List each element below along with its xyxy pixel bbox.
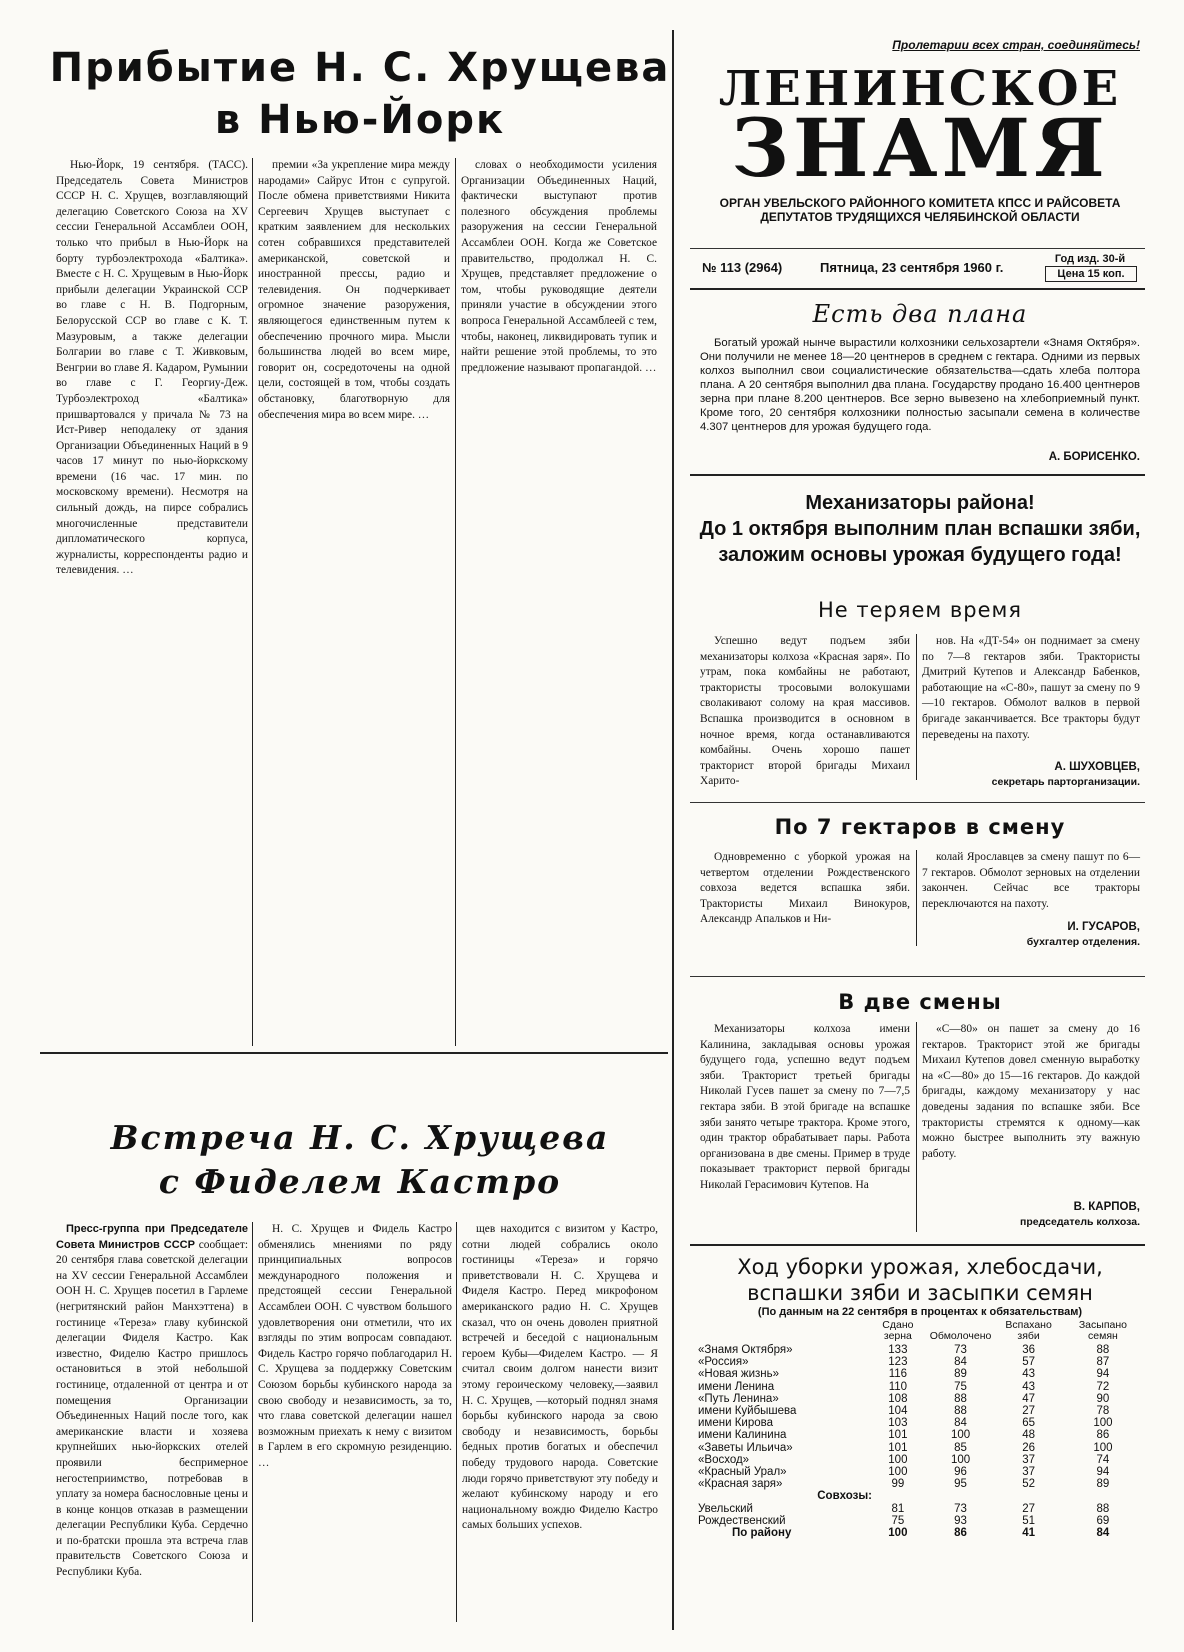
time-col-1-text: Успешно ведут подъем зяби механизаторы колхоза «Красная заря». По утрам, пока комбайны не работают, трактористы тросовыми волокушами сволакивают солому на края массивов. Вспашка производится в основном в ночное время, когда останавливаются комбайны. Очень хорошо пашет тракторист второй бригады Михаил Харито- (700, 635, 910, 788)
arrival-col-1 (56, 158, 248, 1044)
issue-date: Пятница, 23 сентября 1960 г. (820, 260, 1004, 275)
hectares-col-1-text: Одновременно с уборкой урожая на четвертом отделении Рождественского совхоза ведется вспашка зяби. Трактористы Михаил Винокуров, Александр Апальков и Ни- (700, 851, 910, 926)
castro-col-2-text: Н. С. Хрущев и Фидель Кастро обменялись мнениями по ряду принципиальных вопросов международного положения и предстоящей сессии Генеральной Ассамблеи ООН. С чувством большого удовлетворения они отметили, что их взгляды по этим вопросам совпадают. Фидель Кастро горячо поблагодарил Н. С. Хрущева за поддержку Советским Союзом борьбы кубинского народа за свою свободу и независимость, за то, что глава советской делегации нашел возможным приехать к нему с визитом в Гарлем в его скромную резиденцию. … (258, 1223, 452, 1469)
table-row (696, 1368, 1142, 1380)
masthead-title-line-2: ЗНАМЯ (731, 101, 1109, 195)
percent-cell: 78 (1096, 1405, 1110, 1418)
percent-cell: 101 (888, 1441, 908, 1454)
time-signature-role: секретарь парторганизации. (991, 776, 1140, 788)
percent-cell: 89 (1096, 1478, 1110, 1491)
issue-year: Год изд. 30-й (1054, 253, 1126, 265)
shift-signature (900, 1200, 1140, 1230)
percent-cell: 84 (1096, 1527, 1110, 1540)
percent-cell: 48 (1022, 1429, 1035, 1442)
appeal-banner (690, 490, 1150, 568)
percent-cell: 86 (1096, 1429, 1110, 1442)
sovkhozy-label-row (696, 1490, 1142, 1502)
harvest-title: Ход уборки урожая, хлебосдачи, вспашки зяби и засыпки семян (737, 1255, 1103, 1305)
percent-cell: 93 (954, 1514, 967, 1527)
masthead-title-line-1: ЛЕНИНСКОЕ (718, 61, 1122, 117)
castro-col-3-text: щев находится с визитом у Кастро, сотни людей собрались около гостиницы «Тереза» и горячо приветствовали Н. С. Хрущева и Фиделя Кастро. Перед микрофоном американского радио Н. С. Хрущев сказал, что он очень доволен приятной встречей и беседой с национальным героем Кубы—Фиделем Кастро. — Я считал своим долгом нанести визит этому героическому человеку,—заявил Н. С. Хрущев, —который поднял знамя борьбы кубинского народа за свою свободу и независимость, борьбы бедных против богатых и обеспечил победу трудового народа. Советские люди горячо приветствуют эту победу и желают кубинскому народу и его национальному вождю Фиделю Кастро самых больших успехов. (462, 1223, 658, 1532)
table-row (696, 1478, 1142, 1490)
percent-cell: 108 (888, 1392, 908, 1405)
percent-cell: 88 (954, 1392, 967, 1405)
percent-cell: 81 (891, 1502, 905, 1515)
shift-col-2-text: «С—80» он пашет за смену до 16 гектаров. Тракторист этой же бригады Михаил Кутепов довел сменную выработку на «С—80» до 15—16 гектаров. До каждой бригады, каждому механизатору у нас доведены задания по вспашке зяби. Все трактористы стремятся к одному—как можно быстрее выполнить эту важную работу. (922, 1023, 1140, 1160)
percent-cell: 43 (1022, 1368, 1035, 1381)
percent-cell: 100 (888, 1527, 908, 1540)
percent-cell: 133 (888, 1344, 908, 1356)
column-rule (456, 1222, 457, 1622)
table-row (696, 1356, 1142, 1368)
appeal-line-1: Механизаторы района! (805, 492, 1035, 514)
percent-cell: 52 (1022, 1478, 1035, 1491)
farm-name: «Путь Ленина» (698, 1392, 779, 1405)
column-rule (252, 158, 253, 1046)
percent-cell: 75 (954, 1380, 967, 1393)
plans-title: Есть два плана (812, 300, 1028, 328)
table-row (696, 1454, 1142, 1466)
farm-name: «Знамя Октября» (698, 1344, 793, 1356)
column-rule (916, 634, 917, 780)
table-row (696, 1417, 1142, 1429)
section-rule (690, 1244, 1145, 1246)
hectares-col-1 (700, 850, 910, 950)
farm-name: имени Куйбышева (698, 1405, 797, 1418)
percent-cell: 37 (1022, 1466, 1035, 1479)
arrival-col-2 (258, 158, 450, 1044)
percent-cell: 100 (1093, 1441, 1113, 1454)
percent-cell: 57 (1022, 1356, 1035, 1369)
harvest-header: Вспахано зяби (1005, 1319, 1052, 1342)
farm-name: «Новая жизнь» (698, 1368, 780, 1381)
plans-text-body: Богатый урожай нынче вырастили колхозники сельхозартели «Знамя Октября». Они получили не менее 18—20 центнеров в среднем с гектара. Одними из первых колхоз выполнил свои социалистические обязательства—сдать хлеба полтора плана. А 20 сентября выполнил два плана. Государству продано 16.400 центнеров зерна при плане 8.200 центнеров. Все зерно вывезено на хлебоприемный пункт. Кроме того, 20 сентября колхозники полностью засыпали семена в количестве 4.307 центнеров для урожая будущего года. (700, 337, 1140, 433)
hectares-col-2-text: колай Ярославцев за смену пашут по 6—7 гектаров. Обмолот зерновых на отделении закончен. Сейчас все тракторы переключаются на пахоту. (922, 851, 1140, 910)
castro-title-line-1: Встреча Н. С. Хрущева (110, 1118, 610, 1157)
percent-cell: 87 (1096, 1356, 1110, 1369)
arrival-col-3-text: словах о необходимости усиления Организации Объединенных Наций, фактически выступают против полезного обсуждения проблемы разоружения на сессии Генеральной Ассамблеи ООН. Когда же Советское правительство, продолжал Н. С. Хрущев, представляет предложение о том, чтобы руководящие деятели приняли участие в обсуждении этого вопроса Генеральной Ассамблеей с тем, чтобы, наконец, ликвидировать тупик и найти решение этой проблемы, то это предложение называют пропагандой. … (461, 159, 657, 374)
percent-cell: 37 (1022, 1453, 1035, 1466)
percent-cell: 104 (888, 1405, 908, 1418)
percent-cell: 27 (1022, 1405, 1035, 1418)
farm-name: имени Ленина (698, 1380, 775, 1393)
harvest-body (696, 1344, 1142, 1539)
farm-name: Рождественский (698, 1514, 786, 1527)
percent-cell: 116 (888, 1368, 908, 1381)
castro-title-line-2: с Фиделем Кастро (158, 1162, 562, 1201)
hectares-signature-name: И. ГУСАРОВ, (1067, 921, 1140, 933)
column-rule (455, 158, 456, 1046)
harvest-total-row (696, 1527, 1142, 1539)
harvest-subtitle: (По данным на 22 сентября в процентах к обязательствам) (757, 1306, 1083, 1318)
percent-cell: 36 (1022, 1344, 1035, 1356)
shift-col-1 (700, 1022, 910, 1232)
percent-cell: 99 (891, 1478, 905, 1491)
shift-signature-name: В. КАРПОВ, (1073, 1201, 1140, 1213)
table-row (696, 1429, 1142, 1441)
percent-cell: 94 (1096, 1368, 1110, 1381)
farm-name: «Красная заря» (698, 1478, 783, 1491)
arrival-col-1-text: Нью-Йорк, 19 сентября. (ТАСС). Председатель Совета Министров СССР Н. С. Хрущев, возглавляющий делегацию Советского Союза на XV сессии Генеральной Ассамблеи ООН, только что прибыл в Нью-Йорк на борту турбоэлектрохода «Балтика». Вместе с Н. С. Хрущевым в Нью-Йорк прибыли делегации Украинской ССР во главе с Н. В. Подгорным, Белорусской ССР во главе с К. Т. Мазуровым, а также делегации Болгарии во главе с Т. Живковым, Венгрии во главе Я. Кадаром, Румынии во главе с Г. Георгиу-Деж. Турбоэлектроход «Балтика» пришвартовался у причала № 73 на Ист-Ривер неподалеку от здания Организации Объединенных Наций в 9 часов 17 минут по нью-йоркскому времени (16 час. 17 мин. по московскому времени). Несмотря на сильный дождь, на пирсе собрались многочисленные представители дипломатического корпуса, журналисты, корреспонденты радио и телевидения. … (56, 159, 248, 577)
time-col-2-text: нов. На «ДТ-54» он поднимает за смену по 7—8 гектаров зяби. Трактористы Дмитрий Кутепов и Александр Бабенков, работающие на «С-80», пашут за смену по 9—10 гектаров. Обмолот валков в первой бригаде заканчивается. Все тракторы будут переведены на пахоту. (922, 635, 1140, 741)
issue-number: № 113 (2964) (702, 260, 783, 275)
time-col-2 (922, 634, 1140, 752)
percent-cell: 84 (954, 1417, 967, 1430)
percent-cell: 88 (954, 1405, 967, 1418)
percent-cell: 72 (1096, 1380, 1110, 1393)
plans-signature: А. БОРИСЕНКО. (1048, 451, 1140, 463)
harvest-header-blank (696, 1320, 868, 1344)
castro-col-2 (258, 1222, 452, 1622)
time-title: Не теряем время (817, 598, 1023, 622)
percent-cell: 47 (1022, 1392, 1035, 1405)
masthead-slogan: Пролетарии всех стран, соединяйтесь! (892, 38, 1140, 52)
shift-col-1-text: Механизаторы колхоза имени Калинина, закладывая основы урожая будущего года, успешно ведут подъем зяби. Тракторист третьей бригады Николай Гусев пашет за смену по 7—7,5 гектара зяби. В этой бригаде на вспашке зяби занято четыре трактора. Кроме этого, один трактор обрабатывает пары. Работа организована в две смены. Пример в труде показывает тракторист первой бригады Николай Герасимович Кутепов. На (700, 1023, 910, 1191)
harvest-table (696, 1320, 1142, 1539)
farm-name: «Заветы Ильича» (698, 1441, 793, 1454)
farm-name: «Восход» (698, 1453, 750, 1466)
percent-cell: 100 (888, 1453, 908, 1466)
farm-name: По району (732, 1527, 792, 1540)
shift-signature-role: председатель колхоза. (1020, 1216, 1140, 1228)
time-signature-name: А. ШУХОВЦЕВ, (1054, 761, 1140, 773)
percent-cell: 100 (950, 1453, 971, 1466)
masthead-organ: ОРГАН УВЕЛЬСКОГО РАЙОННОГО КОМИТЕТА КПСС И РАЙСОВЕТА ДЕПУТАТОВ ТРУДЯЩИХСЯ ЧЕЛЯБИНСКОЙ ОБЛАСТИ (719, 196, 1121, 224)
shift-col-2 (922, 1022, 1140, 1200)
hectares-title: По 7 гектаров в смену (774, 815, 1066, 839)
percent-cell: 100 (950, 1429, 971, 1442)
table-row (696, 1515, 1142, 1527)
percent-cell: 26 (1022, 1441, 1035, 1454)
percent-cell: 73 (954, 1502, 967, 1515)
section-rule (690, 802, 1145, 803)
hectares-signature-role: бухгалтер отделения. (1026, 936, 1140, 948)
hectares-col-2 (922, 850, 1140, 914)
time-signature (900, 760, 1140, 790)
table-row (696, 1405, 1142, 1417)
harvest-header: Обмолочено (929, 1330, 992, 1342)
section-rule (690, 474, 1145, 476)
farm-name: имени Кирова (698, 1417, 773, 1430)
harvest-header-row (696, 1320, 1142, 1344)
percent-cell: 65 (1022, 1417, 1035, 1430)
percent-cell: 73 (954, 1344, 967, 1356)
percent-cell: 123 (888, 1356, 908, 1369)
table-row (696, 1466, 1142, 1478)
percent-cell: 90 (1096, 1392, 1110, 1405)
issue-rule-top (690, 248, 1145, 249)
table-row (696, 1344, 1142, 1356)
percent-cell: 85 (954, 1441, 967, 1454)
percent-cell: 84 (954, 1356, 967, 1369)
castro-col-3 (462, 1222, 658, 1622)
castro-col-1-text: сообщает: 20 сентября глава советской делегации на XV сессии Генеральной Ассамблеи ООН Н. С. Хрущев посетил в Гарлеме (негритянский район Манхэттена) в гостинице «Тереза» главу кубинской делегации Фиделя Кастро. Как известно, Фиделю Кастро пришлось остановиться в этой небольшой гостинице, отдаленной от центра и от помещения Организации Объединенных Наций после того, как американские власти и хозяева крупнейших нью-йоркских отелей проявили беспримерное негостеприимство, потребовав в уплату за номера баснословные цены и в конце концов отказав в размещении делегации Республики Куба. Сердечно и по-братски прошла эта встреча глав правительств Советского Союза и Республики Куба. (56, 1238, 248, 1579)
sovkhozy-label: Совхозы: (817, 1490, 872, 1503)
castro-title (40, 1116, 680, 1204)
issue-rule-bottom (690, 288, 1145, 290)
hectares-signature (900, 920, 1140, 950)
main-headline: Прибытие Н. С. Хрущева в Нью-Йорк (49, 45, 671, 143)
arrival-col-2-text: премии «За укрепление мира между народами» Сайрус Итон с супругой. После обмена приветствиями Никита Сергеевич Хрущев выступает с кратким заявлением для нескольких сотен собравшихся представителей американской, советской и иностранной прессы, радио и телевидения. Он подчеркивает огромное значение разоружения, являющегося единственным путем к обеспечению прочного мира. Мысли большинства людей во всем мире, говорит он, сосредоточены на одной цели, состоящей в том, чтобы создать обстановку, благотворную для обеспечения мира во всем мире. … (258, 159, 450, 421)
percent-cell: 74 (1096, 1453, 1110, 1466)
arrival-col-3 (461, 158, 657, 1044)
percent-cell: 43 (1022, 1380, 1035, 1393)
harvest-header: Сдано зерна (882, 1319, 914, 1342)
shift-title: В две смены (838, 990, 1002, 1014)
percent-cell: 51 (1022, 1514, 1035, 1527)
percent-cell: 100 (1093, 1417, 1113, 1430)
farm-name: Увельский (698, 1502, 753, 1515)
appeal-line-2: До 1 октября выполним план вспашки зяби, заложим основы урожая будущего года! (699, 518, 1141, 566)
page-divider (672, 30, 674, 1630)
castro-byline: Пресс-группа при Председателе Совета Министров СССР (56, 1223, 248, 1251)
percent-cell: 75 (891, 1514, 905, 1527)
percent-cell: 27 (1022, 1502, 1035, 1515)
plans-text (700, 336, 1140, 448)
section-rule (690, 976, 1145, 977)
farm-name: «Россия» (698, 1356, 749, 1369)
table-row (696, 1393, 1142, 1405)
table-row (696, 1442, 1142, 1454)
percent-cell: 110 (888, 1380, 908, 1393)
percent-cell: 100 (888, 1466, 908, 1479)
harvest-header: Засыпано семян (1078, 1319, 1127, 1342)
percent-cell: 96 (954, 1466, 967, 1479)
percent-cell: 86 (954, 1527, 967, 1540)
percent-cell: 88 (1096, 1502, 1110, 1515)
percent-cell: 95 (954, 1478, 967, 1491)
issue-price: Цена 15 коп. (1045, 266, 1137, 282)
percent-cell: 69 (1096, 1514, 1110, 1527)
percent-cell: 101 (888, 1429, 908, 1442)
castro-col-1 (56, 1222, 248, 1622)
percent-cell: 41 (1022, 1527, 1035, 1540)
percent-cell: 94 (1096, 1466, 1110, 1479)
table-row (696, 1381, 1142, 1393)
farm-name: имени Калинина (698, 1429, 787, 1442)
percent-cell: 88 (1096, 1344, 1110, 1356)
percent-cell: 89 (954, 1368, 967, 1381)
section-rule (40, 1052, 668, 1054)
column-rule (252, 1222, 253, 1622)
table-row (696, 1503, 1142, 1515)
farm-name: «Красный Урал» (698, 1466, 787, 1479)
time-col-1 (700, 634, 910, 788)
percent-cell: 103 (888, 1417, 908, 1430)
